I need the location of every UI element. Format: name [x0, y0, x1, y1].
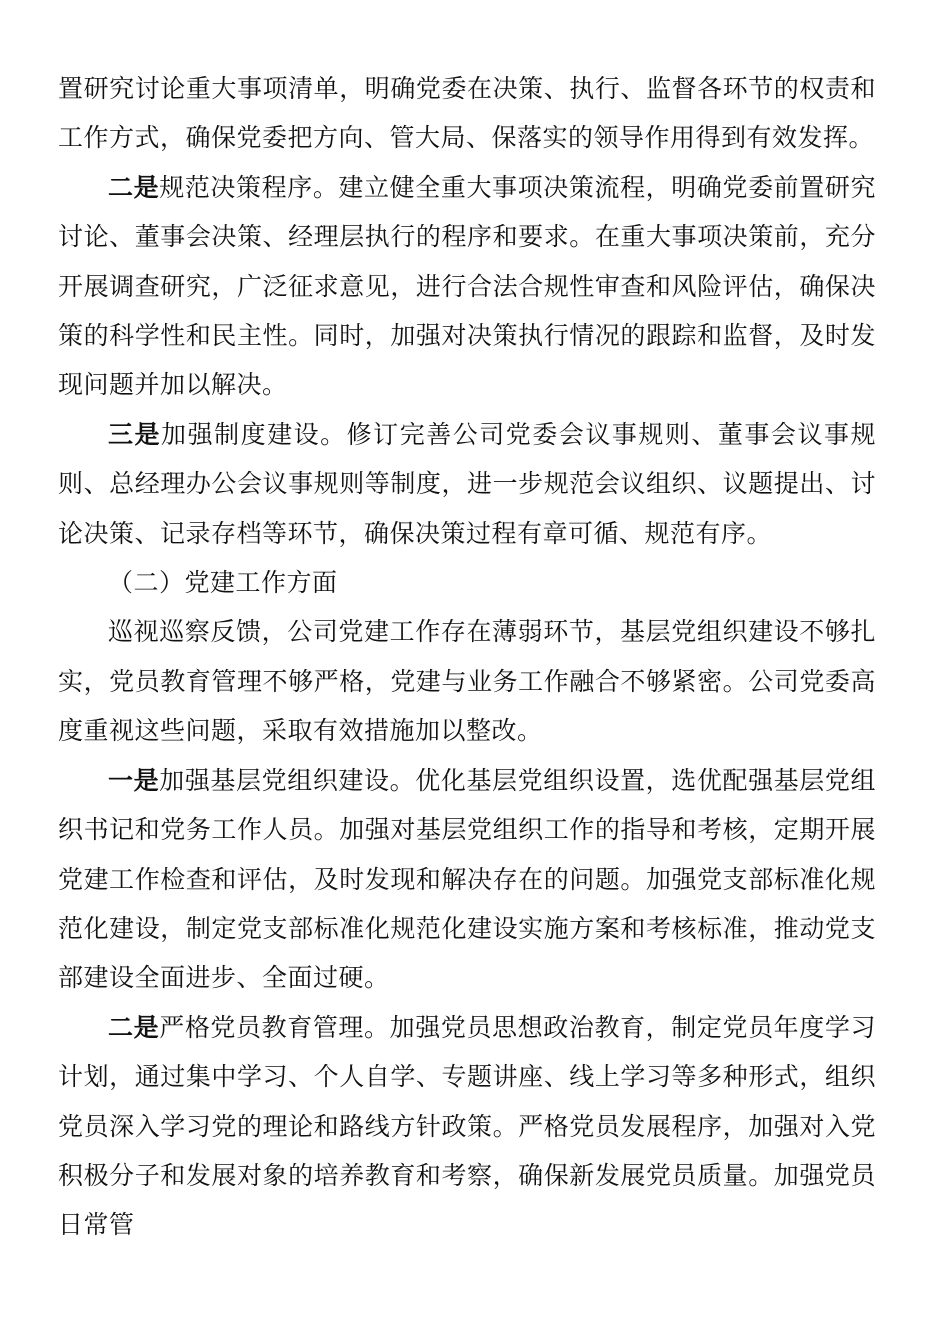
paragraph-one-is-grassroots	[58, 756, 876, 1003]
paragraph-two-is-education	[58, 1003, 876, 1250]
paragraph-text: 规范决策程序。建立健全重大事项决策流程，明确党委前置研究讨论、董事会决策、经理层执行的程序和要求。在重大事项决策前，充分开展调查研究，广泛征求意见，进行合法合规性审查和风险评估，确保决策的科学性和民主性。同时，加强对决策执行情况的跟踪和监督，及时发现问题并加以解决。	[58, 172, 876, 400]
paragraph-feedback	[58, 607, 876, 755]
paragraph-lead: 二是	[108, 1012, 160, 1042]
paragraph-text: 加强制度建设。修订完善公司党委会议事规则、董事会议事规则、总经理办公会议事规则等制度，进一步规范会议组织、议题提出、讨论决策、记录存档等环节，确保决策过程有章可循、规范有序。	[58, 419, 876, 548]
paragraph-three-is-system	[58, 410, 876, 558]
continuation-paragraph	[58, 64, 876, 163]
paragraph-lead: 二是	[108, 172, 160, 202]
section-heading: （二）党建工作方面	[108, 568, 338, 598]
paragraph-text: 加强基层党组织建设。优化基层党组织设置，选优配强基层党组织书记和党务工作人员。加强对基层党组织工作的指导和考核，定期开展党建工作检查和评估，及时发现和解决存在的问题。加强党支部标准化规范化建设，制定党支部标准化规范化建设实施方案和考核标准，推动党支部建设全面进步、全面过硬。	[58, 765, 876, 993]
paragraph-text: 严格党员教育管理。加强党员思想政治教育，制定党员年度学习计划，通过集中学习、个人自学、专题讲座、线上学习等多种形式，组织党员深入学习党的理论和路线方针政策。严格党员发展程序，加强对入党积极分子和发展对象的培养教育和考察，确保新发展党员质量。加强党员日常管	[58, 1012, 876, 1240]
paragraph-lead: 一是	[108, 765, 160, 795]
document-body	[58, 64, 876, 1250]
paragraph-lead: 三是	[108, 419, 162, 449]
paragraph-two-is-decision	[58, 163, 876, 410]
continuation-text: 置研究讨论重大事项清单，明确党委在决策、执行、监督各环节的权责和工作方式，确保党委把方向、管大局、保落实的领导作用得到有效发挥。	[58, 74, 876, 153]
paragraph-text: 巡视巡察反馈，公司党建工作存在薄弱环节，基层党组织建设不够扎实，党员教育管理不够严格，党建与业务工作融合不够紧密。公司党委高度重视这些问题，采取有效措施加以整改。	[58, 617, 876, 746]
